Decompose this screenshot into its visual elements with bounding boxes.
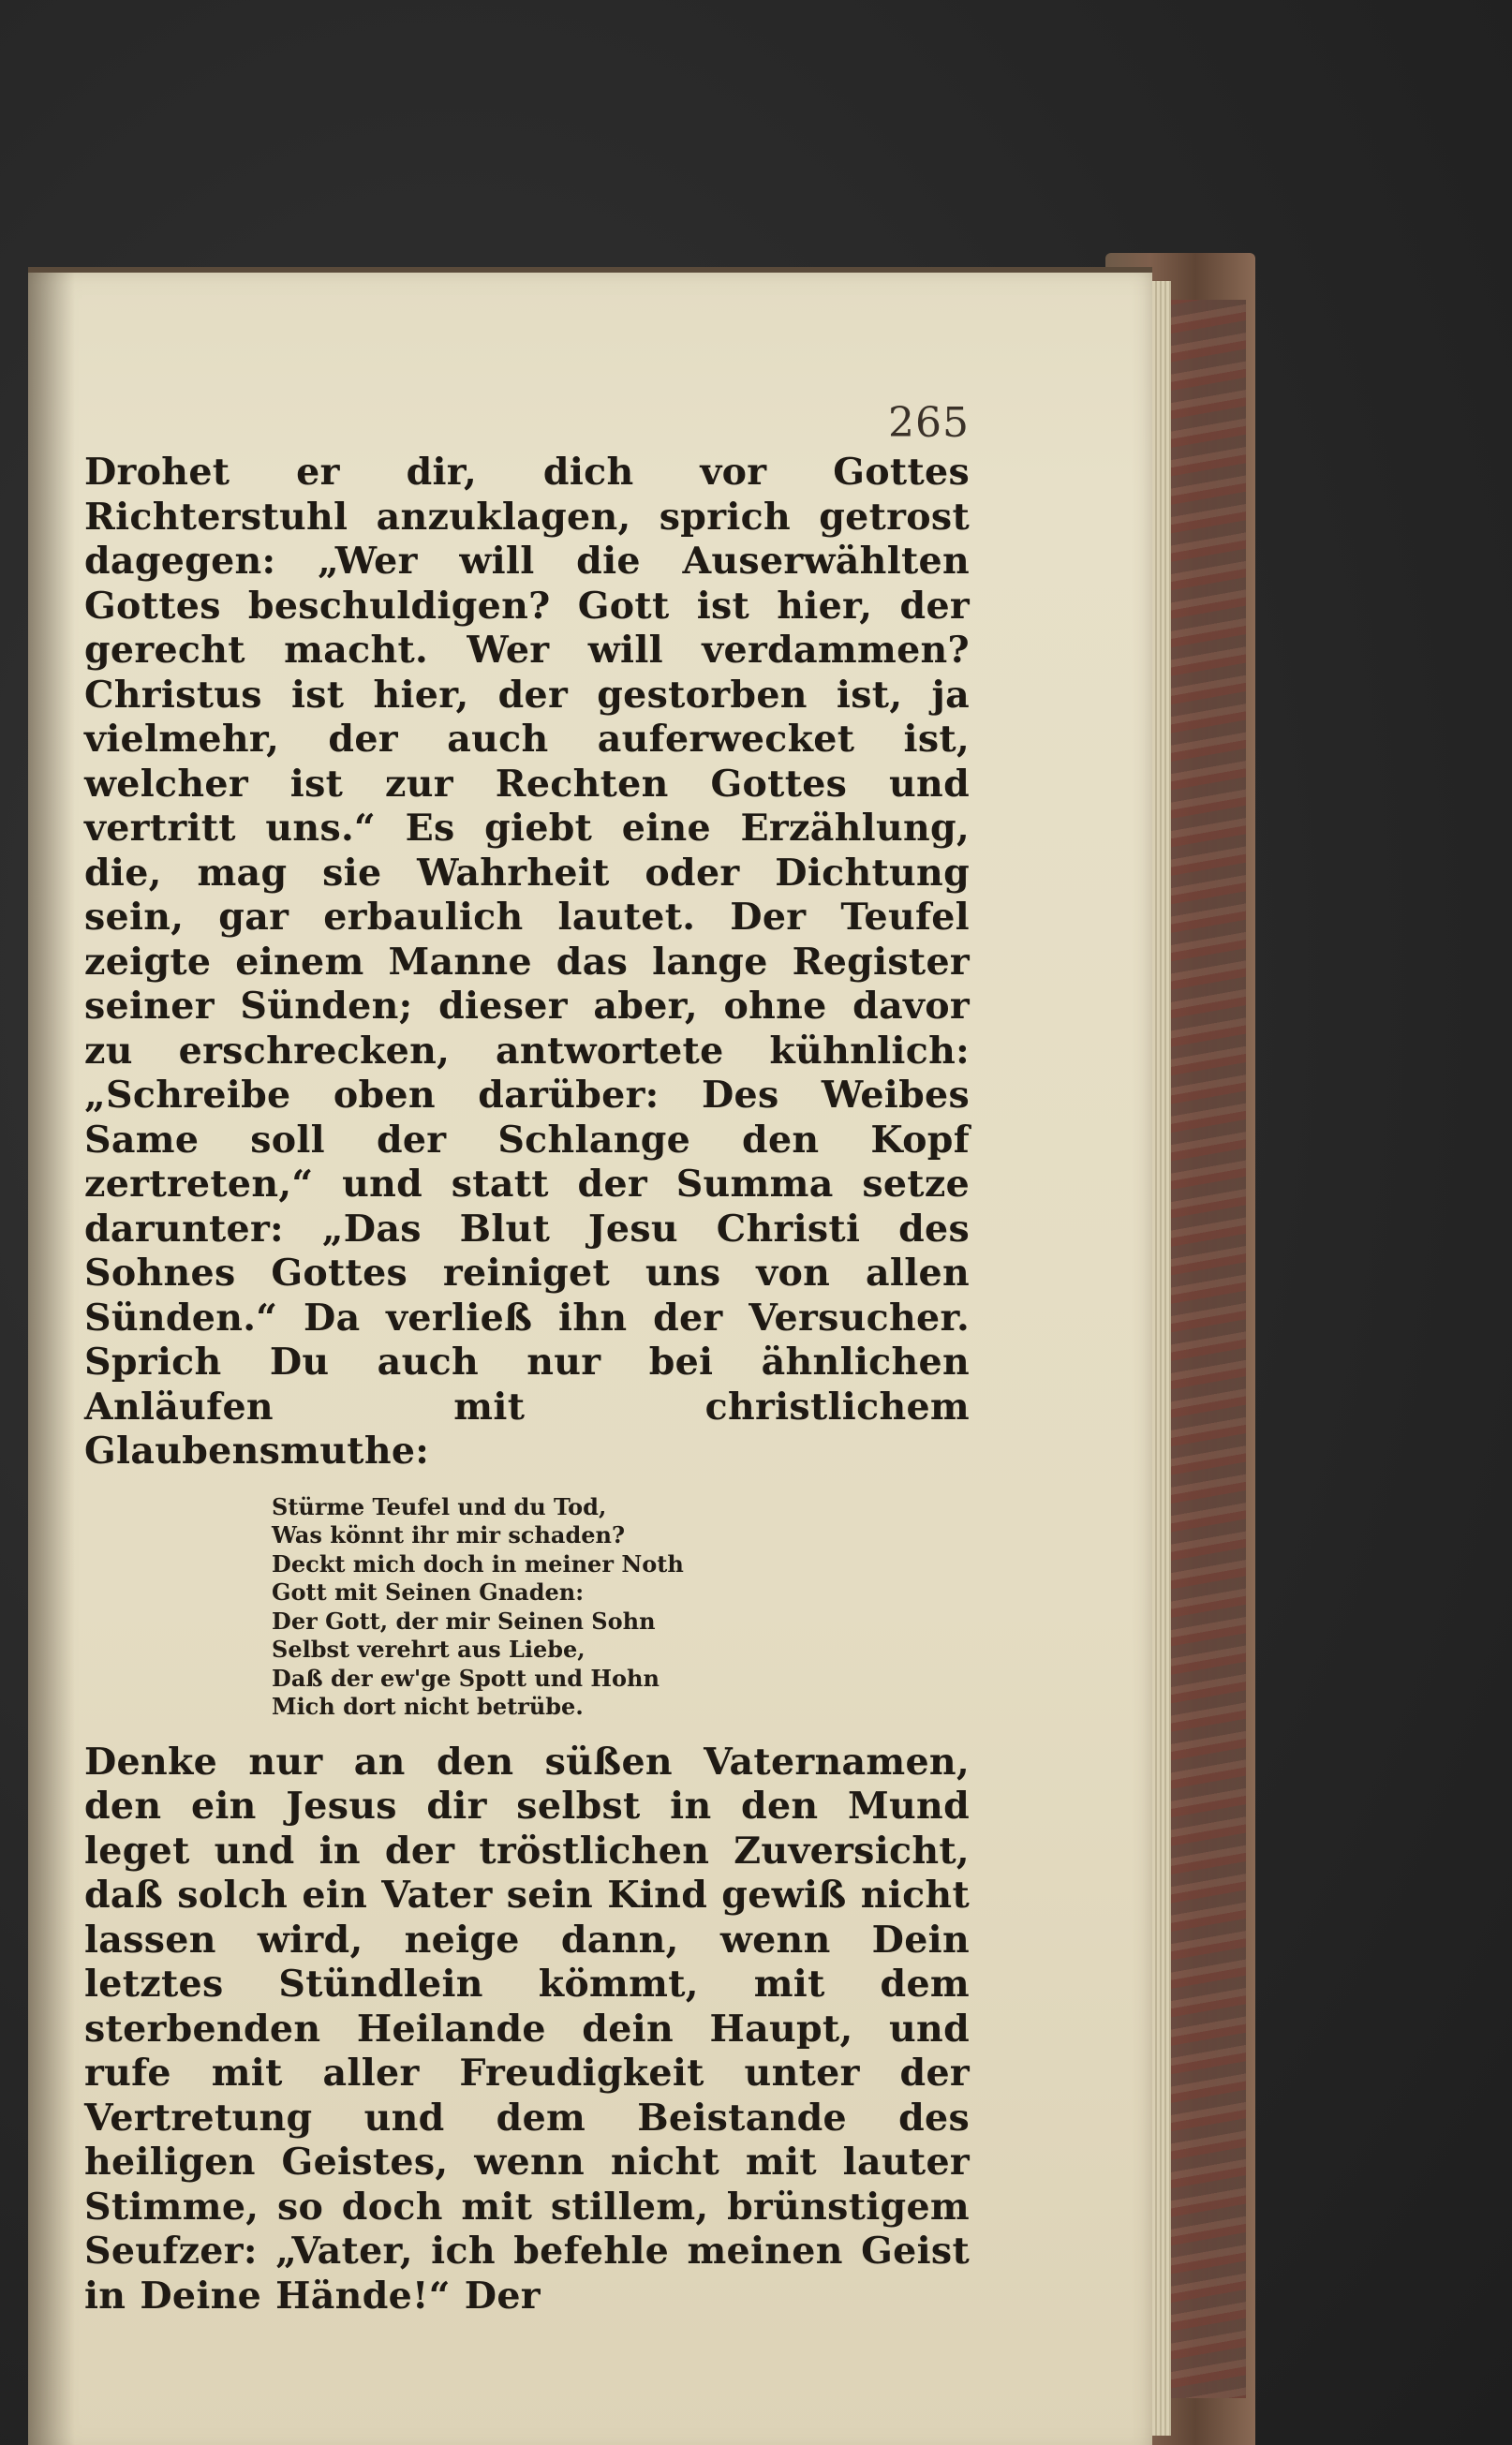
paragraph-2: Denke nur an den süßen Vaternamen, den ein Jesus dir selbst in den Mund leget und in der tröstlichen Zuversicht, daß solch ein Vater sein Kind gewiß nicht lassen wird, neige dann, wenn Dein letztes Stündlein kömmt, mit dem sterbenden Heilande dein Haupt, und rufe mit aller Freudigkeit unter der Vertretung und dem Beistande des heiligen Geistes, wenn nicht mit lauter Stimme, so doch mit stillem, brünstigem Seufzer: „Vater, ich befehle meinen Geist in Deine Hände!“ Der xyxy=(84,1740,970,2318)
verse-line: Daß der ew'ge Spott und Hohn xyxy=(272,1664,660,1692)
verse-line: Deckt mich doch in meiner Noth xyxy=(272,1549,684,1578)
spine-shadow xyxy=(28,273,75,2445)
verse-line: Mich dort nicht betrübe. xyxy=(272,1693,584,1720)
page-number: 265 xyxy=(888,399,970,447)
paragraph-1: Drohet er dir, dich vor Gottes Richterstuhl anzuklagen, sprich getrost dagegen: „Wer will die Auserwählten Gottes beschuldigen? Gott ist hier, der gerecht macht. Wer will verdammen? Christus ist hier, der gestorben ist, ja vielmehr, der auch auferwecket ist, welcher ist zur Rechten Gottes und vertritt uns.“ Es giebt eine Erzählung, die, mag sie Wahrheit oder Dichtung sein, gar erbaulich lautet. Der Teufel zeigte einem Manne das lange Register seiner Sünden; dieser aber, ohne davor zu erschrecken, antwortete kühnlich: „Schreibe oben darüber: Des Weibes Same soll der Schlange den Kopf zertreten,“ und statt der Summa setze darunter: „Das Blut Jesu Christi des Sohnes Gottes reiniget uns von allen Sünden.“ Da verließ ihn der Versucher. Sprich Du auch nur bei ähnlichen Anläufen mit christlichem Glaubensmuthe: xyxy=(84,451,970,1473)
verse-line: Der Gott, der mir Seinen Sohn xyxy=(272,1607,656,1635)
verse-line: Was könnt ihr mir schaden? xyxy=(272,1521,626,1548)
verse-line: Stürme Teufel und du Tod, xyxy=(272,1492,607,1520)
verse-block xyxy=(272,1493,970,1722)
verse-line: Gott mit Seinen Gnaden: xyxy=(272,1578,585,1606)
verse-line: Selbst verehrt aus Liebe, xyxy=(272,1636,586,1663)
book-page xyxy=(28,267,1152,2445)
page-text xyxy=(84,451,970,2319)
